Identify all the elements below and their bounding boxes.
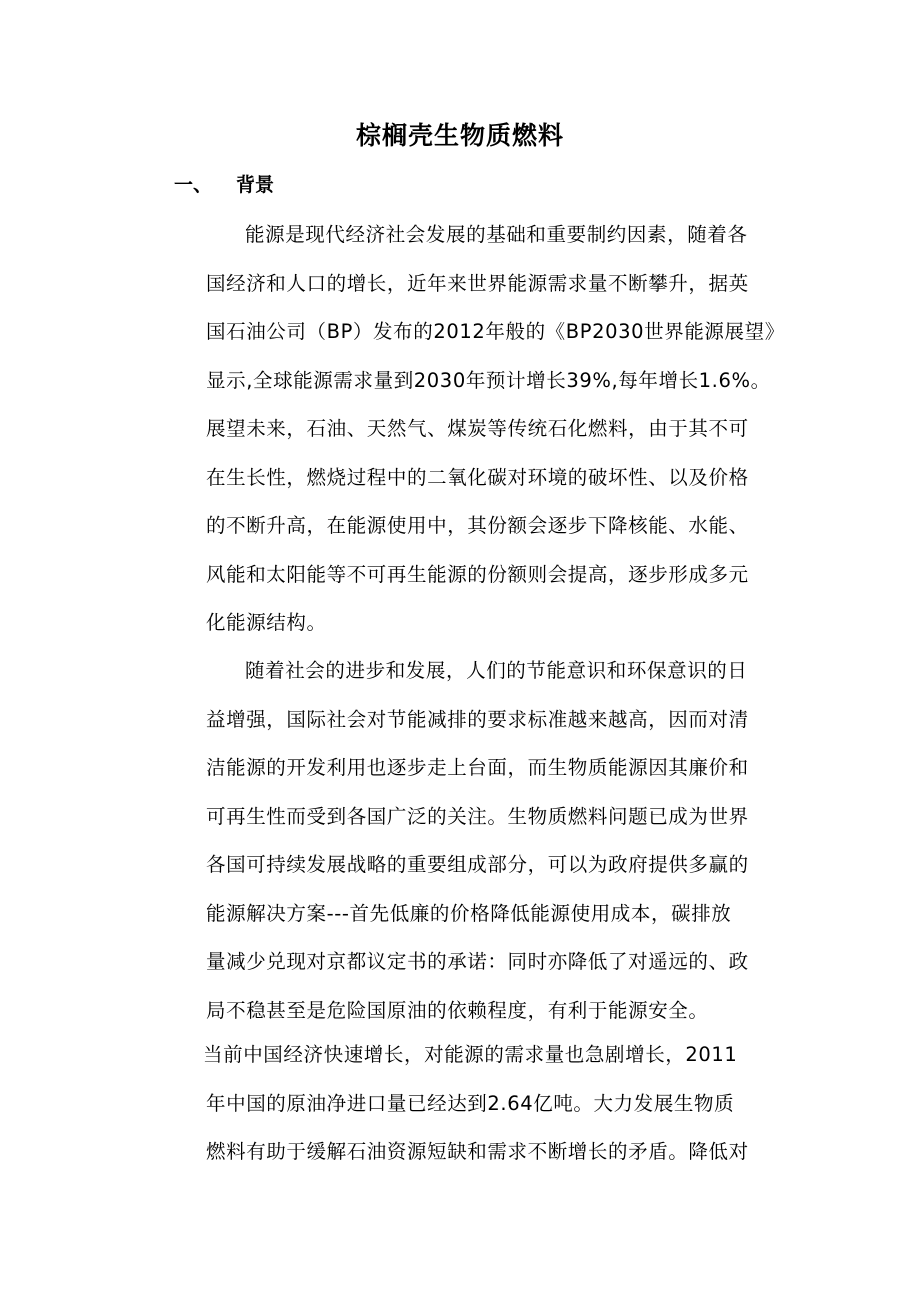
paragraph-line: 洁能源的开发利用也逐步走上台面，而生物质能源因其廉价和: [206, 756, 749, 779]
paragraph-line: 益增强，国际社会对节能减排的要求标准越来越高，因而对清: [206, 707, 749, 731]
paragraph-line: 可再生性而受到各国广泛的关注。生物质燃料问题已成为世界: [206, 804, 749, 828]
paragraph-line: 风能和太阳能等不可再生能源的份额则会提高，逐步形成多元: [206, 562, 749, 586]
paragraph-line: 量减少兑现对京都议定书的承诺：同时亦降低了对遥远的、政: [206, 950, 749, 973]
paragraph-china-energy: [203, 1031, 796, 1177]
paragraph-line: 能源解决方案---首先低廉的价格降低能源使用成本，碳排放: [206, 901, 732, 925]
paragraph-line: 国石油公司（BP）发布的2012年般的《BP2030世界能源展望》: [206, 320, 785, 343]
paragraph-line: 显示,全球能源需求量到2030年预计增长39%,每年增长1.6%。: [206, 368, 771, 392]
paragraph-line: 展望未来，石油、天然气、煤炭等传统石化燃料，由于其不可: [206, 417, 749, 440]
paragraph-line: 当前中国经济快速增长，对能源的需求量也急剧增长，2011: [203, 1043, 738, 1066]
paragraph-line: 在生长性，燃烧过程中的二氧化碳对环境的破坏性、以及价格: [206, 465, 749, 489]
paragraph-line: 国经济和人口的增长，近年来世界能源需求量不断攀升，据英: [206, 271, 749, 295]
paragraph-line: 的不断升高，在能源使用中，其份额会逐步下降核能、水能、: [206, 514, 749, 537]
document-title: 棕榈壳生物质燃料: [355, 121, 564, 150]
paragraph-line: 化能源结构。: [206, 611, 327, 634]
section-number: 一、: [174, 174, 213, 196]
paragraph-line: 各国可持续发展战略的重要组成部分，可以为政府提供多赢的: [206, 853, 749, 876]
paragraph-line: 能源是现代经济社会发展的基础和重要制约因素，随着各: [245, 223, 748, 246]
section-title: 背景: [236, 174, 275, 196]
paragraph-energy-conservation: [206, 647, 796, 1035]
paragraph-line: 局不稳甚至是危险国原油的依赖程度，有利于能源安全。: [206, 998, 709, 1022]
paragraph-line: 年中国的原油净进口量已经达到2.64亿吨。大力发展生物质: [206, 1091, 735, 1115]
section-heading: [174, 170, 274, 200]
paragraph-line: 燃料有助于缓解石油资源短缺和需求不断增长的矛盾。降低对: [206, 1140, 749, 1163]
paragraph-line: 随着社会的进步和发展，人们的节能意识和环保意识的日: [245, 659, 748, 682]
paragraph-energy-background: [206, 211, 796, 648]
